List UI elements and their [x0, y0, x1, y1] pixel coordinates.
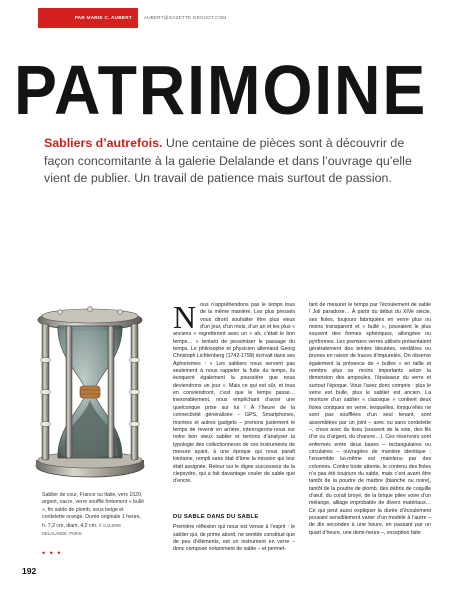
photo-caption: [42, 492, 144, 538]
article-text-2: tant de mesurer le temps par l’écoulement de sable ! Joli paradoxe… À partir du début du XIVe siècle, ses fioles, toujours fabriquées en verre plus ou moins transparent et « bullé », pouvaient le plus souvent des formes sphériques, allongées ou pyriformes. Les premiers verres utilisés présentaient généralement des teintes bleutées, verdâtres ou brunes en raison de traces d’impuretés. On observe également la présence de « bulles » en taille et nombre plus ou moins importants selon la dimension des ampoules, l’épaisseur du verre et surtout l’époque. Vous l’avez donc compris : plus le verre est bullé, plus le sablier est ancien. La monture d’un sablier « classique » contient deux fioles coniques en verre, lesquelles, lorsqu’elles ne sont pas soufflées d’un seul tenant, sont assemblées par un joint – avec ou sans cordelette –, creux avec du tissu (souvent de la soie, des fils d’or ou d’argent, du chanvre…). Ces réservoirs sont enfermés entre deux bases – rectangulaires ou circulaires – ouvragées de manière identique ; l’ensemble lui-même est maintenu par des colonnes. Contre toute attente, le contenu des fioles n’a pas été toujours du sable, mais c’est avant être tantôt de la poudre de marbre (blanche ou noire), tantôt de la poudre de plomb, des débris de coquille d’œuf, du corail broyé, de la brique pilée voire d’un mélange, alliage improbable de divers matériaux… Ce qui peut aussi expliquer la durée d’écoulement pouvant sensiblement varier d’un modèle à l’autre – de dix secondes à une heure, en passant par un quart d’heure, une demi-heure –, exception faite: [309, 302, 431, 536]
article-text-1b: Première réflexion qui nous est venue à l’esprit : le sablier qui, de prime abord, ne semble constitué que de peu d’éléments, est un instrument en verre – donc composé notamment de sable – et permet-: [173, 524, 295, 553]
byline-email: AUBERT@GAZETTE-DROUOT.COM: [144, 15, 227, 20]
article-body-1: [173, 302, 295, 509]
lede: [44, 135, 432, 188]
caption-text: Sablier de cour, France ou Italie, vers 1520, argent, nacre, verre soufflé fortement « bullé », fin sable de plomb, sous beige et cordelette orange. Durée originale 1 heure, h. 7,2 cm, diam. 4,2 cm.: [42, 492, 144, 529]
caption-dots: • • •: [42, 548, 62, 558]
lede-text: Une centaine de pièces sont à découvrir de façon concomitante à la galerie Delalande et dans l’ouvrage qu’elle vient de publier. Un travail de patience mais surtout de passion.: [44, 136, 412, 185]
page-number: 192: [22, 566, 37, 576]
byline-author: PAR MARIE C. AUBERT: [38, 8, 138, 28]
article-column-2: [309, 302, 431, 572]
byline-bar: [0, 0, 450, 28]
lede-lead: Sabliers d’autrefois.: [44, 136, 163, 150]
article-column-1: [173, 302, 295, 568]
caption-credit: © GALERIE DELALANDE, PARIS: [42, 522, 122, 537]
article-text-1: ous n’appréhendons pas le temps tous de la même manière. Les plus pressés vous diront souhaiter être plus vieux d’un jour, d’un mois, d’un an et les plus « anciens » regretteront avec un « ah, c’était le bon temps… » tentant de pessimiser le passage du temps. Le philosophe et physicien allemand Georg Christoph Lichtenberg (1742-1799) écrivait dans ses Aphorismes : « Les sabliers nous servent pas seulement à nous rappeler la fuite du temps, ils évoquent également la poussière que nous deviendrons un jour ». Mais ce qui est sûr, et tous en conviendront, c’est que le temps passe… inexorablement, nous empêchant d’avoir une quelconque prise sur lui ! À l’heure de la connectivité généralisée – GPS, Smartphones, montres et autres gadgets – prenons justement le temps de revenir en arrière, interrogeons-nous sur notre bon vieux sablier et tentons d’analyser la typologie des collectionneurs de ces instruments de mesure ayant, à une époque qui nous paraît lointaine, rempli sans état d’âme la mission qui leur était assignée. Retour sur le digne successeur de la clepsydre, qui a fait davantage couler de sable que d’encre.: [173, 302, 295, 485]
section-subhead: DU SABLE DANS DU SABLE: [173, 514, 259, 520]
drop-cap: N: [173, 302, 197, 335]
page-title: PATRIMOINE: [14, 51, 428, 129]
hourglass-photo: [30, 300, 150, 486]
